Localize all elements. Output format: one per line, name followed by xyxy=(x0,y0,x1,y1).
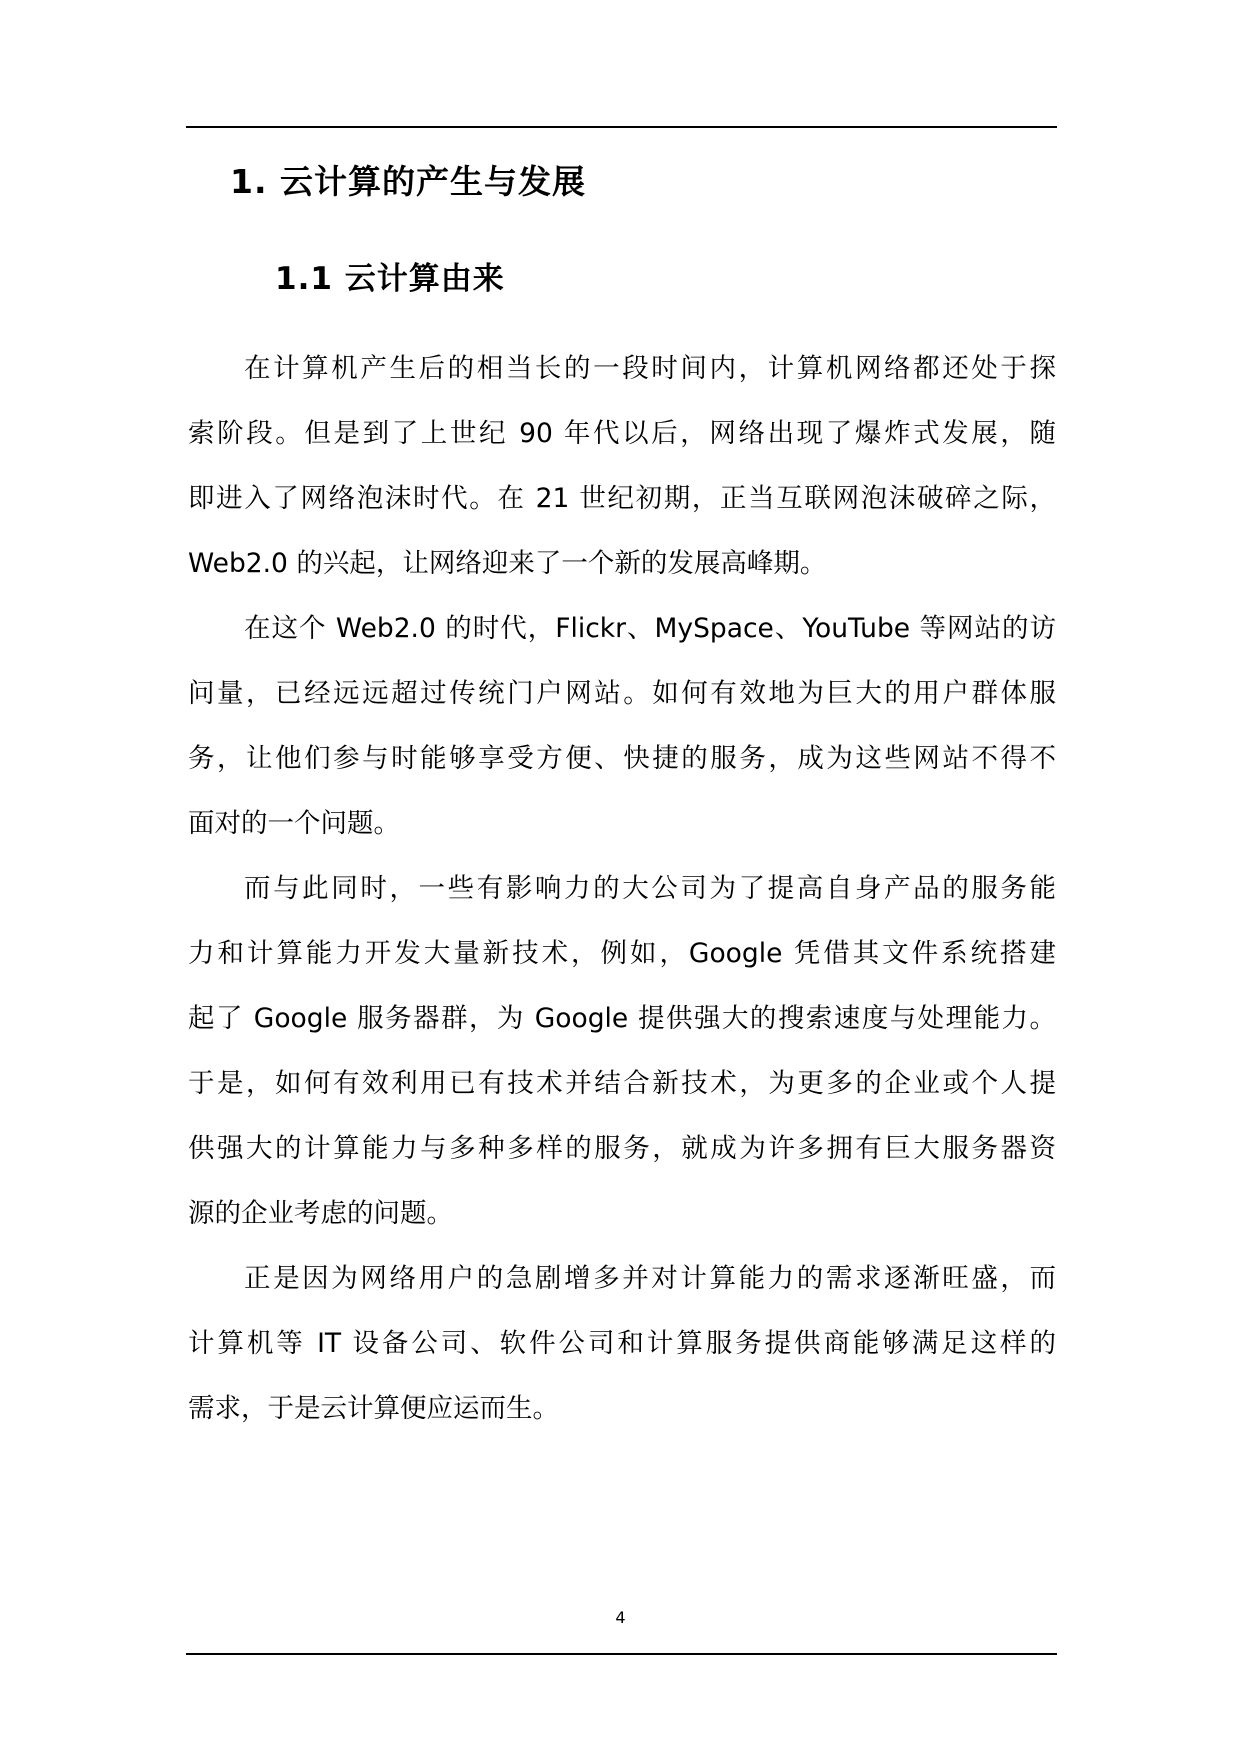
text-line: 力和计算能力开发大量新技术，例如，Google 凭借其文件系统搭建 xyxy=(188,938,1056,969)
text-line: 起了 Google 服务器群，为 Google 提供强大的搜索速度与处理能力。 xyxy=(188,1003,1056,1034)
text-line: 即进入了网络泡沫时代。在 21 世纪初期，正当互联网泡沫破碎之际， xyxy=(188,483,1056,514)
text-line: 计算机等 IT 设备公司、软件公司和计算服务提供商能够满足这样的 xyxy=(188,1328,1056,1359)
text-line: 供强大的计算能力与多种多样的服务，就成为许多拥有巨大服务器资 xyxy=(188,1133,1056,1164)
text-line: 源的企业考虑的问题。 xyxy=(188,1198,453,1229)
paragraph-2 xyxy=(188,596,1056,856)
text-line: 面对的一个问题。 xyxy=(188,808,400,839)
text-line: 于是，如何有效利用已有技术并结合新技术，为更多的企业或个人提 xyxy=(188,1068,1056,1099)
chapter-heading: 1. 云计算的产生与发展 xyxy=(230,162,586,201)
text-line: 在计算机产生后的相当长的一段时间内，计算机网络都还处于探 xyxy=(244,353,1056,384)
paragraph-4 xyxy=(188,1246,1056,1441)
section-heading: 1.1 云计算由来 xyxy=(275,261,505,297)
footer-rule xyxy=(186,1653,1057,1655)
header-rule xyxy=(186,126,1057,128)
page-number: 4 xyxy=(615,1608,626,1627)
text-line: 索阶段。但是到了上世纪 90 年代以后，网络出现了爆炸式发展，随 xyxy=(188,418,1056,449)
paragraph-1 xyxy=(188,336,1056,596)
text-line: Web2.0 的兴起，让网络迎来了一个新的发展高峰期。 xyxy=(188,548,827,579)
text-line: 问量，已经远远超过传统门户网站。如何有效地为巨大的用户群体服 xyxy=(188,678,1056,709)
text-line: 在这个 Web2.0 的时代，Flickr、MySpace、YouTube 等网站的访 xyxy=(244,613,1056,644)
text-line: 务，让他们参与时能够享受方便、快捷的服务，成为这些网站不得不 xyxy=(188,743,1056,774)
text-line: 而与此同时，一些有影响力的大公司为了提高自身产品的服务能 xyxy=(244,873,1056,904)
text-line: 需求，于是云计算便应运而生。 xyxy=(188,1393,559,1424)
text-line: 正是因为网络用户的急剧增多并对计算能力的需求逐渐旺盛，而 xyxy=(244,1263,1056,1294)
paragraph-3 xyxy=(188,856,1056,1246)
